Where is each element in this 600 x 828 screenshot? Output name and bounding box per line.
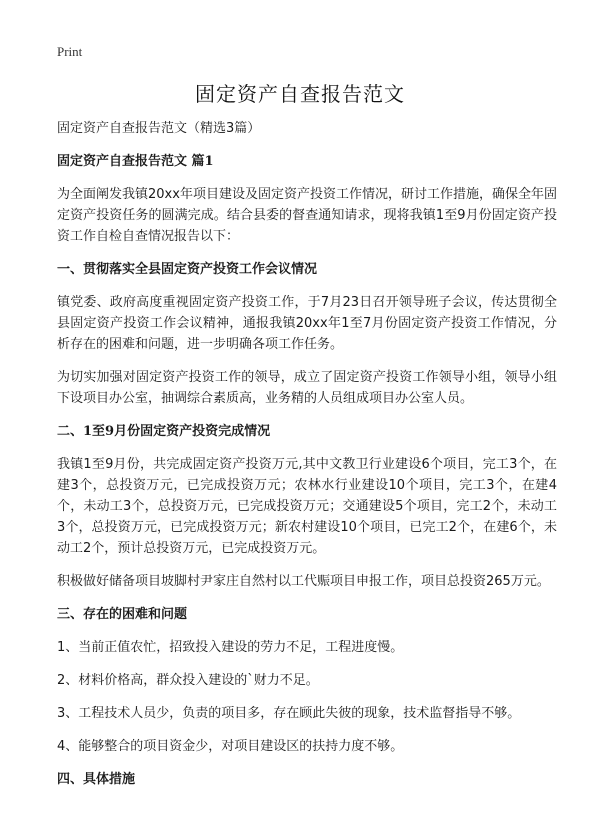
intro-paragraph: 为全面阐发我镇20xx年项目建设及固定资产投资工作情况，研讨工作措施，确保全年固定资产投资任务的圆满完成。结合县委的督查通知请求，现将我镇1至9月份固定资产投资工作自检自查情况报告以下： bbox=[57, 187, 557, 244]
article-heading: 固定资产自查报告范文 篇1 bbox=[57, 154, 214, 169]
section-1-heading: 一、贯彻落实全县固定资产投资工作会议情况 bbox=[57, 262, 318, 277]
document-subtitle: 固定资产自查报告范文（精选3篇） bbox=[57, 121, 261, 136]
section-1-paragraph-2: 为切实加强对固定资产投资工作的领导，成立了固定资产投资工作领导小组，领导小组下设项目办公室，抽调综合素质高，业务精的人员组成项目办公室人员。 bbox=[57, 370, 557, 406]
section-2-paragraph-1: 我镇1至9月份，共完成固定资产投资万元,其中文教卫行业建设6个项目，完工3个，在建3个，总投资万元，已完成投资万元；农林水行业建设10个项目，完工3个，在建4个，未动工3个，总投资万元，已完成投资万元；交通建设5个项目，完工2个，未动工3个，总投资万元，已完成投资万元；新农村建设10个项目，已完工2个，在建6个，未动工2个，预计总投资万元，已完成投资万元。 bbox=[57, 457, 557, 556]
document-body bbox=[57, 118, 557, 802]
section-4-heading: 四、具体措施 bbox=[57, 772, 136, 787]
section-3-item-2: 2、材料价格高，群众投入建设的`财力不足。 bbox=[57, 673, 319, 688]
section-2-paragraph-2: 积极做好储备项目坡脚村尹家庄自然村以工代赈项目申报工作，项目总投资265万元。 bbox=[57, 574, 550, 589]
section-3-heading: 三、存在的困难和问题 bbox=[57, 607, 188, 622]
section-2-heading: 二、1至9月份固定资产投资完成情况 bbox=[57, 424, 271, 439]
page-title: 固定资产自查报告范文 bbox=[195, 82, 405, 106]
section-3-item-3: 3、工程技术人员少，负责的项目多，存在顾此失彼的现象，技术监督指导不够。 bbox=[57, 706, 521, 721]
section-3-item-4: 4、能够整合的项目资金少，对项目建设区的扶持力度不够。 bbox=[57, 739, 404, 754]
print-label: Print bbox=[57, 44, 83, 59]
section-3-item-1: 1、当前正值农忙，招致投入建设的劳力不足，工程进度慢。 bbox=[57, 640, 404, 655]
section-1-paragraph-1: 镇党委、政府高度重视固定资产投资工作，于7月23日召开领导班子会议，传达贯彻全县固定资产投资工作会议精神，通报我镇20xx年1至7月份固定资产投资工作情况，分析存在的困难和问题，进一步明确各项工作任务。 bbox=[57, 295, 557, 352]
